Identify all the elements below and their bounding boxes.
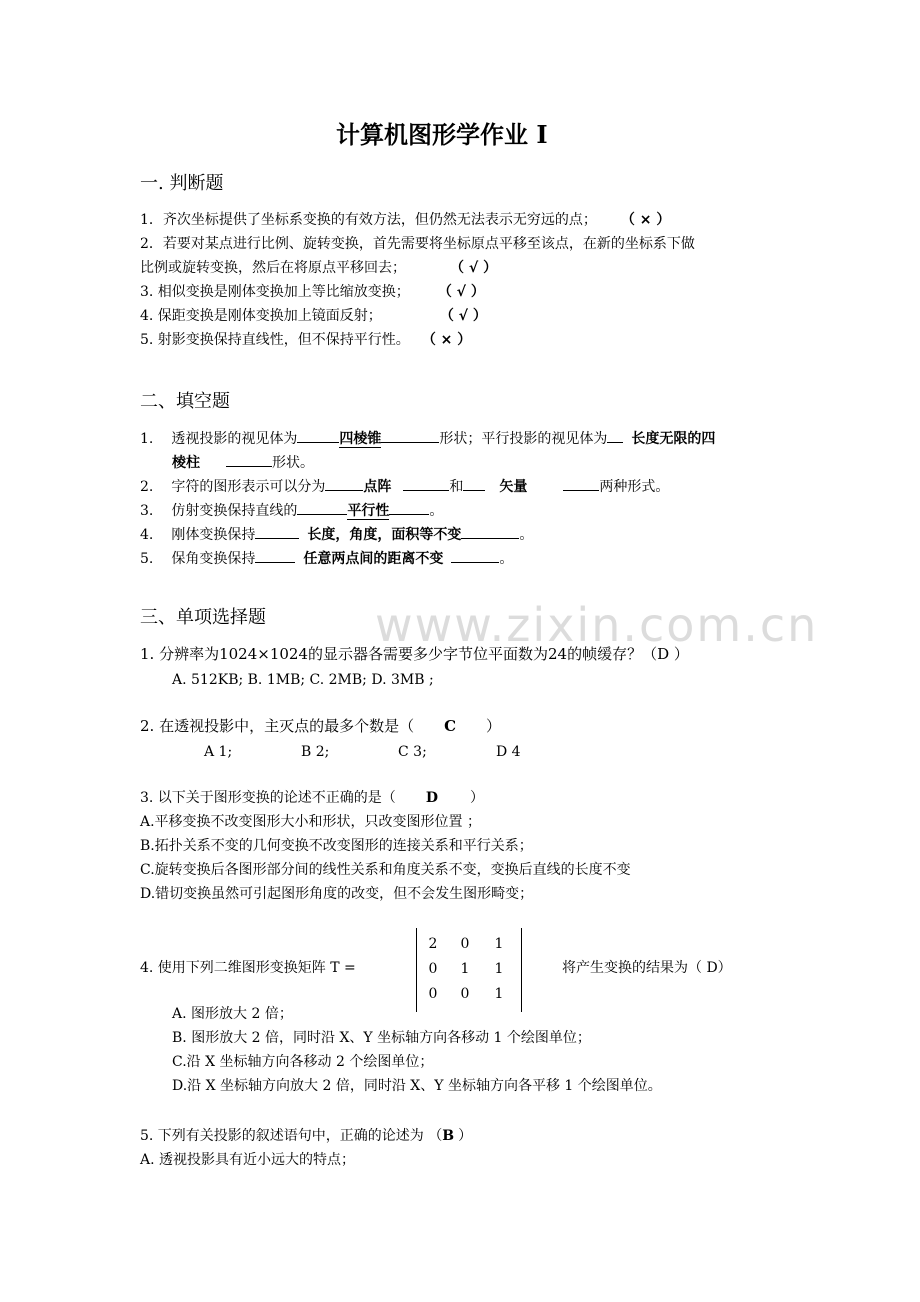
choice-question-3-option-c: C.旋转变换后各图形部分间的线性关系和角度关系不变，变换后直线的长度不变: [140, 862, 631, 878]
section-heading-judgement: 一. 判断题: [140, 173, 224, 194]
choice-question-3-option-d: D.错切变换虽然可引起图形角度的改变，但不会发生图形畸变；: [140, 886, 534, 902]
matrix-cell: 1: [494, 986, 504, 1002]
choice-question-5-option-a: A. 透视投影具有近小远大的特点；: [140, 1152, 356, 1168]
judgement-item-2: 2．若要对某点进行比例、旋转变换，首先需要将坐标原点平移至该点，在新的坐标系下做: [140, 236, 695, 252]
section-heading-choice: 三、单项选择题: [140, 607, 266, 628]
choice-question-4-result: 将产生变换的结果为（ D）: [562, 960, 732, 976]
transform-matrix: [416, 928, 522, 1012]
choice-question-4-option-b: B. 图形放大 2 倍，同时沿 X、Y 坐标轴方向各移动 1 个绘图单位；: [172, 1030, 591, 1046]
judgement-item-3: 3. 相似变换是刚体变换加上等比缩放变换； （ √ ）: [140, 284, 485, 300]
matrix-cell: 1: [460, 961, 470, 977]
matrix-cell: 1: [494, 936, 504, 952]
choice-question-2-option-a: A 1;: [204, 744, 233, 760]
fill-question-1-cont: 棱柱 形状。: [172, 452, 314, 473]
judgement-item-5: 5. 射影变换保持直线性，但不保持平行性。 （ × ）: [140, 332, 472, 348]
matrix-cell: 0: [460, 986, 470, 1002]
choice-question-3: 3. 以下关于图形变换的论述不正确的是（ D ）: [140, 790, 484, 806]
judgement-item-1: 1．齐次坐标提供了坐标系变换的有效方法，但仍然无法表示无穷远的点； （ × ）: [140, 212, 671, 228]
choice-question-4: 4. 使用下列二维图形变换矩阵 T =: [140, 960, 356, 976]
matrix-cell: 1: [494, 961, 504, 977]
choice-question-2-option-d: D 4: [496, 744, 521, 760]
matrix-cell: 0: [428, 986, 438, 1002]
judgement-item-4: 4. 保距变换是刚体变换加上镜面反射； （ √ ）: [140, 308, 487, 324]
fill-question-3: 3. 仿射变换保持直线的 平行性 。: [140, 500, 443, 521]
choice-question-1: 1. 分辨率为1024×1024的显示器各需要多少字节位平面数为24的帧缓存？（D ）: [140, 645, 689, 663]
choice-question-2-option-b: B 2;: [301, 744, 330, 760]
choice-question-4-option-a: A. 图形放大 2 倍；: [172, 1006, 293, 1022]
choice-question-3-option-a: A.平移变换不改变图形大小和形状，只改变图形位置 ；: [140, 814, 482, 830]
matrix-cell: 0: [460, 936, 470, 952]
fill-question-1: 1. 透视投影的视见体为 四棱锥 形状；平行投影的视见体为 长度无限的四: [140, 428, 715, 449]
choice-question-4-option-d: D.沿 X 坐标轴方向放大 2 倍，同时沿 X、Y 坐标轴方向各平移 1 个绘图单位。: [172, 1078, 662, 1094]
fill-question-2: 2. 字符的图形表示可以分为 点阵 和 矢量 两种形式。: [140, 476, 669, 497]
choice-question-2: 2. 在透视投影中，主灭点的最多个数是（ C ）: [140, 717, 502, 735]
matrix-cell: 0: [428, 961, 438, 977]
choice-question-3-option-b: B.拓扑关系不变的几何变换不改变图形的连接关系和平行关系；: [140, 838, 533, 854]
section-heading-fill: 二、填空题: [140, 391, 230, 412]
choice-question-2-option-c: C 3;: [398, 744, 427, 760]
fill-question-5: 5. 保角变换保持 任意两点间的距离不变 。: [140, 548, 513, 569]
choice-question-1-options: A. 512KB; B. 1MB; C. 2MB; D. 3MB ;: [172, 672, 434, 688]
matrix-cell: 2: [428, 936, 438, 952]
choice-question-4-option-c: C.沿 X 坐标轴方向各移动 2 个绘图单位；: [172, 1054, 434, 1070]
judgement-item-2-cont: 比例或旋转变换，然后在将原点平移回去； （ √ ）: [140, 260, 498, 276]
choice-question-5: 5. 下列有关投影的叙述语句中，正确的论述为 （B ）: [140, 1128, 473, 1144]
fill-question-4: 4. 刚体变换保持 长度，角度，面积等不变 。: [140, 524, 533, 545]
page-title: 计算机图形学作业 I: [336, 120, 548, 149]
watermark: www.zixin.com.cn: [375, 598, 819, 652]
